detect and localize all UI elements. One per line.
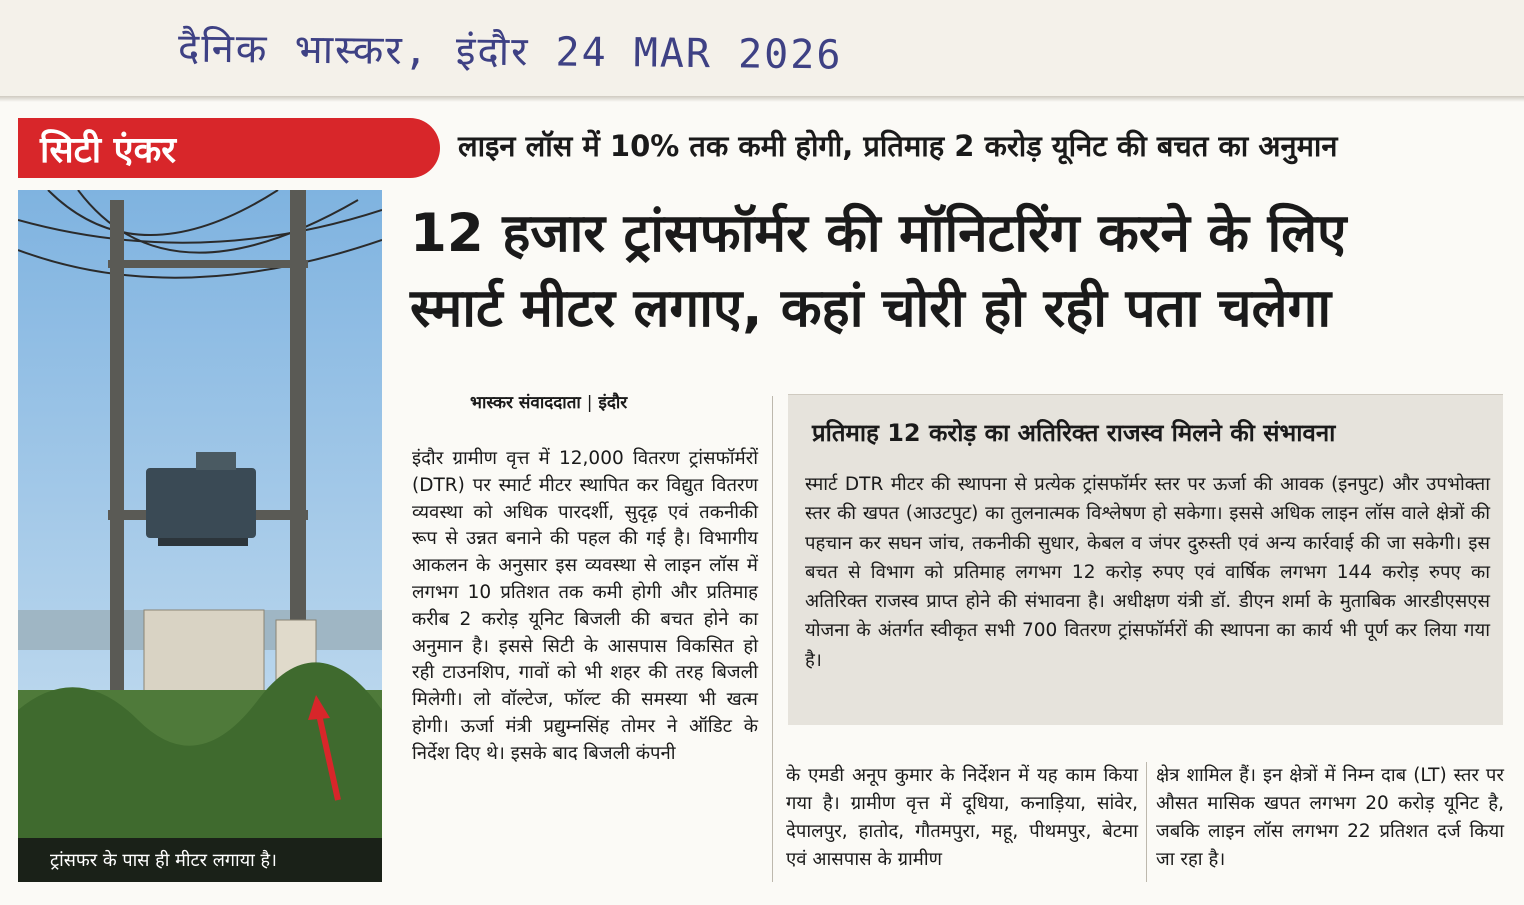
clipping-edge <box>0 96 1524 102</box>
headline-line-2: स्मार्ट मीटर लगाए, कहां चोरी हो रही पता चलेगा <box>410 278 1332 339</box>
byline-reporter: भास्कर संवाददाता <box>470 393 581 413</box>
main-headline <box>410 196 1510 346</box>
article-column-3: के एमडी अनूप कुमार के निर्देशन में यह काम किया गया है। ग्रामीण वृत्त में दूधिया, कनाड़िया, सांवेर, देपालपुर, हातोद, गौतमपुरा, महू, पीथमपुर, बेटमा एवं आसपास के ग्रामीण <box>786 765 1138 870</box>
kicker-headline: लाइन लॉस में 10% तक कमी होगी, प्रतिमाह 2 करोड़ यूनिट की बचत का अनुमान <box>458 129 1338 163</box>
byline <box>470 390 627 413</box>
date-stamp: दैनिक भास्कर, इंदौर 24 MAR 2026 <box>177 25 843 79</box>
byline-separator: | <box>586 393 593 413</box>
column-divider <box>772 396 773 882</box>
section-badge: सिटी एंकर <box>18 118 440 178</box>
headline-line-1: 12 हजार ट्रांसफॉर्मर की मॉनिटरिंग करने के लिए <box>410 203 1347 264</box>
article-column-4: क्षेत्र शामिल हैं। इन क्षेत्रों में निम्न दाब (LT) स्तर पर औसत मासिक खपत लगभग 20 करोड़ यूनिट है, जबकि लाइन लॉस लगभग 22 प्रतिशत दर्ज किया जा रहा है। <box>1156 765 1504 870</box>
byline-city: इंदौर <box>598 393 628 413</box>
transformer-photo <box>18 190 382 882</box>
photo-illustration <box>18 190 382 882</box>
column-divider <box>1146 762 1147 882</box>
highlight-box-title: प्रतिमाह 12 करोड़ का अतिरिक्त राजस्व मिलने की संभावना <box>812 419 1336 447</box>
article-column-1: इंदौर ग्रामीण वृत्त में 12,000 वितरण ट्रांसफॉर्मरों (DTR) पर स्मार्ट मीटर स्थापित कर विद्युत वितरण व्यवस्था को अधिक पारदर्शी, सुदृढ़ एवं तकनीकी रूप से उन्नत बनाने की पहल की गई है। विभागीय आकलन के अनुसार इस व्यवस्था से लाइन लॉस में लगभग 10 प्रतिशत तक कमी होगी और प्रतिमाह करीब 2 करोड़ यूनिट बिजली की बचत होने का अनुमान है। इससे सिटी के आसपास विकसित हो रही टाउनशिप, गावों को भी शहर की तरह बिजली मिलेगी। लो वॉल्टेज, फॉल्ट की समस्या भी खत्म होगी। ऊर्जा मंत्री प्रद्युम्नसिंह तोमर ने ऑडिट के निर्देश दिए थे। इसके बाद बिजली कंपनी <box>412 448 758 764</box>
photo-caption: ट्रांसफर के पास ही मीटर लगाया है। <box>18 838 382 882</box>
highlight-box-body: स्मार्ट DTR मीटर की स्थापना से प्रत्येक ट्रांसफॉर्मर स्तर पर ऊर्जा की आवक (इनपुट) और उपभोक्ता स्तर की खपत (आउटपुट) का तुलनात्मक विश्लेषण हो सकेगा। इससे अधिक लाइन लॉस वाले क्षेत्रों की पहचान कर सघन जांच, तकनीकी सुधार, केबल व जंपर दुरुस्ती एवं अन्य कार्रवाई की जा सकेगी। इस बचत से विभाग को प्रतिमाह लगभग 12 करोड़ रुपए एवं वार्षिक लगभग 144 करोड़ रुपए का अतिरिक्त राजस्व प्राप्त होने की संभावना है। अधीक्षण यंत्री डॉ. डीएन शर्मा के मुताबिक आरडीएसएस योजना के अंतर्गत स्वीकृत सभी 700 वितरण ट्रांसफॉर्मरों की स्थापना का कार्य भी पूर्ण कर लिया गया है। <box>805 474 1490 671</box>
